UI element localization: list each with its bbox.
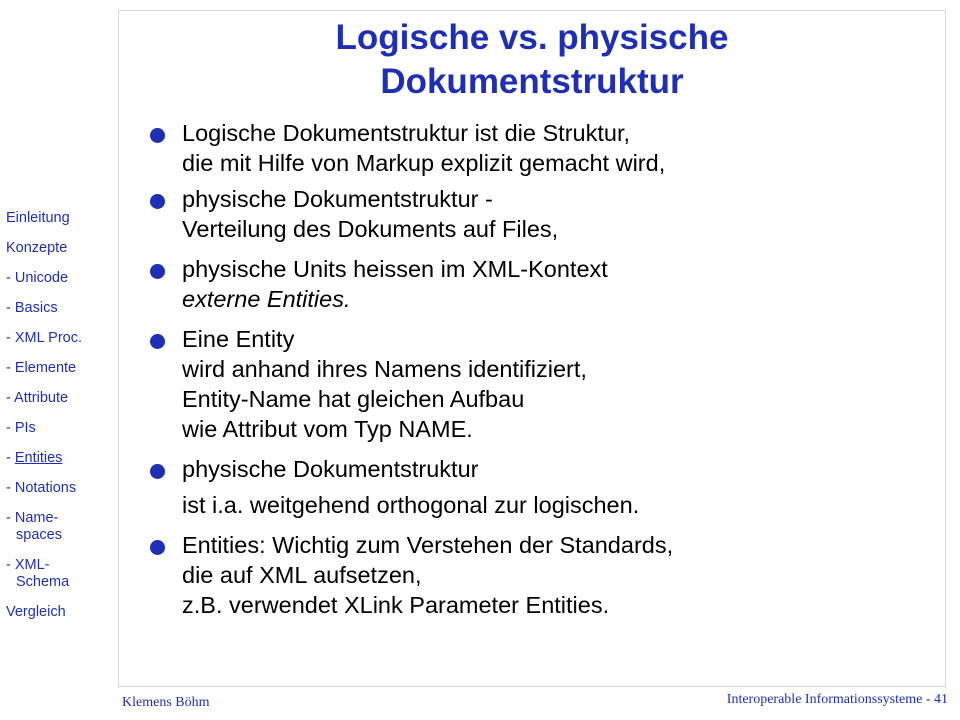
bullet-line: ist i.a. weitgehend orthogonal zur logischen. [182,492,640,518]
footer-course-page: Interoperable Informationssysteme - 41 [726,692,948,707]
bullet-item [148,184,928,244]
sidebar-item-namespaces[interactable] [6,503,118,550]
sidebar-item-konzepte[interactable] [6,233,118,263]
bullet-line: Entities: Wichtig zum Verstehen der Standards, [182,532,674,558]
sidebar-item-label: Vergleich [6,603,66,620]
bullet-dot-icon [150,264,165,279]
bullet-item [148,254,928,314]
bullet-line: die mit Hilfe von Markup explizit gemacht wird, [182,150,666,176]
slide-title-line-1: Logische vs. physische [335,18,729,57]
bullet-dot-icon [150,464,165,479]
sidebar-item-basics[interactable] [6,293,118,323]
bullet-line: die auf XML aufsetzen, [182,562,422,588]
bullet-line: Verteilung des Dokuments auf Files, [182,216,559,242]
sidebar-item-vergleich[interactable] [6,597,118,627]
bullet-item [148,530,928,620]
bullet-line: Logische Dokumentstruktur ist die Struktur, [182,120,631,146]
sidebar-item-label: - Name- [6,509,59,526]
sidebar-item-notations[interactable] [6,473,118,503]
bullet-line: wird anhand ihres Namens identifiziert, [182,356,587,382]
bullet-line: Entity-Name hat gleichen Aufbau [182,386,525,412]
bullet-line: z.B. verwendet XLink Parameter Entities. [182,592,610,618]
sidebar-item-label-cont: spaces [16,526,62,543]
bullet-dot-icon [150,334,165,349]
slide-title [118,16,946,104]
sidebar-item-label: - Basics [6,299,58,316]
bullet-list [148,118,928,620]
sidebar-item-label: - XML- [6,556,50,573]
sidebar-item-label: - Elemente [6,359,77,376]
slide-title-line-2: Dokumentstruktur [380,62,684,101]
sidebar-item-attribute[interactable] [6,383,118,413]
sidebar-item-label: Entities [14,449,63,466]
bullet-line: wie Attribut vom Typ NAME. [182,416,473,442]
sidebar-item-entities[interactable] [6,443,118,473]
sidebar-item-einleitung[interactable] [6,203,118,233]
sidebar-item-label: Konzepte [6,239,68,256]
sidebar-item-label: - Notations [6,479,77,496]
sidebar-item-xml-schema[interactable] [6,550,118,597]
bullet-line [182,284,928,314]
sidebar-item-label: Einleitung [6,209,70,226]
sidebar-item-label-cont: Schema [16,573,70,590]
footer-author: Klemens Böhm [122,695,210,710]
sidebar-item-pis[interactable] [6,413,118,443]
sidebar-item-label: - Attribute [6,389,69,406]
bullet-dot-icon [150,540,165,555]
sidebar-item-label: - XML Proc. [6,329,83,346]
sidebar-item-prefix: - [6,449,15,466]
bullet-line: physische Dokumentstruktur - [182,186,493,212]
sidebar-item-xml-proc[interactable] [6,323,118,353]
sidebar-item-label: - PIs [6,419,36,436]
bullet-dot-icon [150,128,165,143]
sidebar-item-elemente[interactable] [6,353,118,383]
sidebar-item-unicode[interactable] [6,263,118,293]
sidebar-item-label: - Unicode [6,269,69,286]
bullet-dot-icon [150,194,165,209]
bullet-emphasis: externe Entities. [182,286,351,312]
bullet-line: physische Dokumentstruktur [182,456,479,482]
bullet-item [148,454,928,520]
bullet-item [148,118,928,178]
bullet-item [148,324,928,444]
sidebar-nav [6,203,118,627]
bullet-line: physische Units heissen im XML-Kontext [182,256,608,282]
bullet-line: Eine Entity [182,326,295,352]
